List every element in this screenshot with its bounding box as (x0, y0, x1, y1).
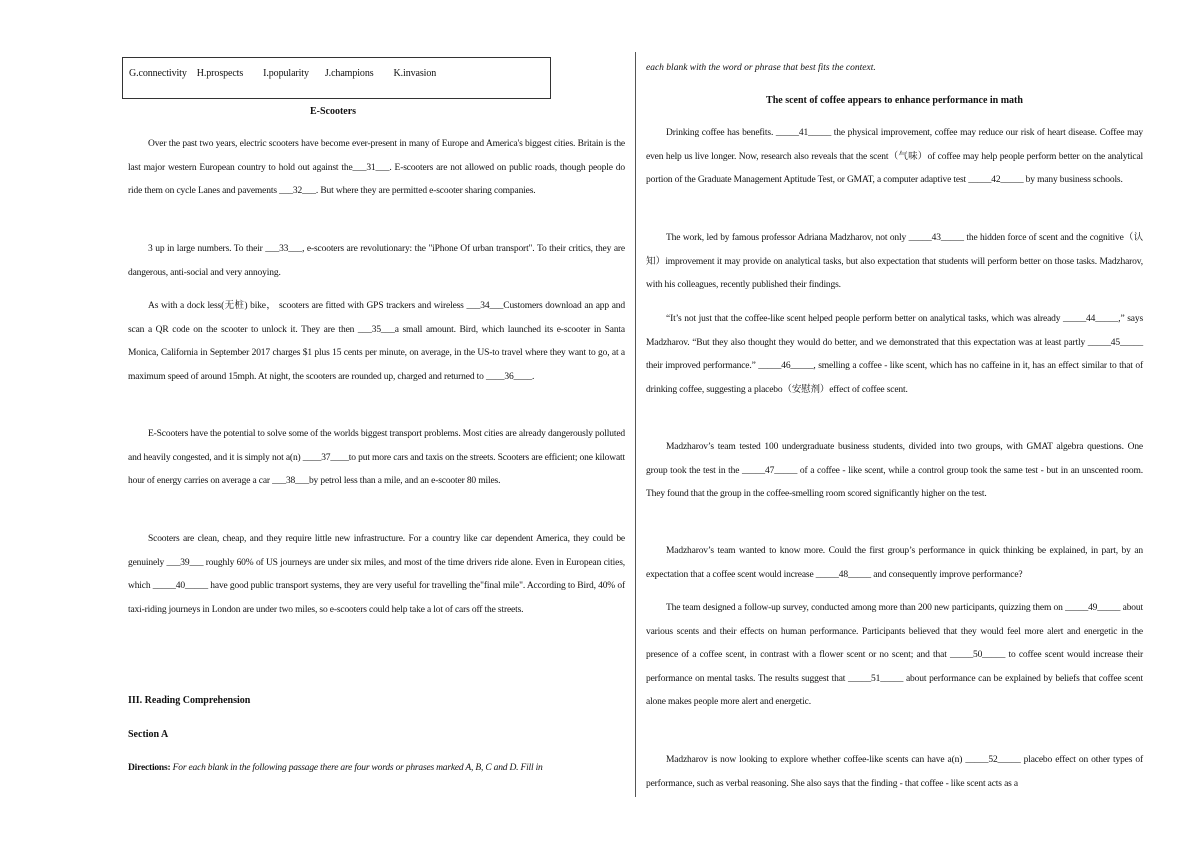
word-option-g: G.connectivity (129, 68, 187, 79)
word-option-h: H.prospects (196, 68, 244, 79)
passage-title-coffee: The scent of coffee appears to enhance performance in math (766, 95, 1023, 106)
directions-text: For each blank in the following passage there are four words or phrases marked A, B, C and D. Fill in (172, 763, 543, 773)
right-paragraph-5: Madzharov’s team wanted to know more. Could the first group’s performance in quick thinking be explained, in part, by an expectation that a coffee scent would increase _____48_____ and consequently improve performance? (646, 546, 1143, 580)
column-divider (635, 52, 636, 797)
word-option-i: I.popularity (263, 68, 309, 79)
right-paragraph-6: The team designed a follow-up survey, conducted among more than 200 new participants, quizzing them on _____49_____ about various scents and their effects on human performance. Participants believed that they would feel more alert and energetic in the presence of a coffee scent, in contrast with a flower scent or no scent; and that _____50_____ to coffee scent would increase their performance on mental tasks. The results suggest that _____51_____ about performance can be explained by beliefs that coffee scent alone makes people more alert and energetic. (646, 603, 1143, 707)
right-paragraph-1: Drinking coffee has benefits. _____41_____ the physical improvement, coffee may reduce our risk of heart disease. Coffee may even help us live longer. Now, research also reveals that the scent（气味）of coffee may help people perform better on the analytical portion of the Graduate Management Aptitude Test, or GMAT, a computer adaptive test _____42_____ by many business schools. (646, 128, 1143, 185)
left-paragraph-3: As with a dock less(无桩) bike， scooters are fitted with GPS trackers and wireless ___34___Customers download an app and scan a QR code on the scooter to unlock it. They are then ___35___a small amount. Bird, which launched its e-scooter in Santa Monica, California in September 2017 charges $1 plus 15 cents per minute, on average, in the US-to travel where they want to go, at a maximum speed of around 15mph. At night, the scooters are rounded up, charged and returned to ____36____. (128, 301, 625, 382)
right-paragraph-3: “It’s not just that the coffee-like scent helped people perform better on analytical tasks, which was already _____44_____,” says Madzharov. “But they also thought they would do better, and we demonstrated that this expectation was at least partly _____45_____ their improved performance.” _____46_____, smelling a coffee - like scent, which has no caffeine in it, has an effect similar to that of drinking coffee, suggesting a placebo（安慰剂）effect of coffee scent. (646, 314, 1143, 395)
section-heading: III. Reading Comprehension (128, 695, 251, 706)
word-option-j: J.champions (324, 68, 374, 79)
right-paragraph-2: The work, led by famous professor Adriana Madzharov, not only _____43_____ the hidden force of scent and the cognitive（认知）improvement it may provide on analytical tasks, but also expectation that students will perform better on those tasks. Madzharov, with his colleagues, recently published their findings. (646, 233, 1143, 290)
right-paragraph-4: Madzharov’s team tested 100 undergraduate business students, divided into two groups, with GMAT algebra questions. One group took the test in the _____47_____ of a coffee - like scent, while a control group took the same test - but in an unscented room. They found that the group in the coffee-smelling room scored significantly higher on the test. (646, 442, 1143, 499)
section-a-heading: Section A (128, 729, 169, 740)
directions-label: Directions: (128, 763, 171, 773)
right-paragraph-7: Madzharov is now looking to explore whether coffee-like scents can have a(n) _____52_____ placebo effect on other types of performance, such as verbal reasoning. She also says that the finding - that coffee - like scent acts as a (646, 755, 1143, 789)
word-option-k: K.invasion (393, 68, 437, 79)
left-paragraph-1: Over the past two years, electric scooters have become ever-present in many of Europe and America's biggest cities. Britain is the last major western European country to hold out against the___31___. E-scooters are not allowed on public roads, though people do ride them on cycle Lanes and pavements ___32___. But where they are permitted e-scooter sharing companies. (128, 139, 625, 196)
directions (128, 763, 543, 773)
directions-continuation: each blank with the word or phrase that best fits the context. (646, 63, 876, 73)
left-paragraph-5: Scooters are clean, cheap, and they require little new infrastructure. For a country like car dependent America, they could be genuinely ___39___ roughly 60% of US journeys are under six miles, and most of the time drivers ride alone. Even in European cities, which _____40_____ have good public transport systems, they are very useful for travelling the"final mile". According to Bird, 40% of taxi-riding journeys in London are under two miles, so e-scooters could help take a lot of cars off the streets. (128, 534, 625, 615)
passage-title-escooters: E-Scooters (309, 106, 357, 117)
word-bank-box (122, 57, 551, 99)
left-paragraph-4: E-Scooters have the potential to solve some of the worlds biggest transport problems. Most cities are already dangerously polluted and heavily congested, and it is simply not a(n) ____37____to put more cars and taxis on the streets. Scooters are efficient; one kilowatt hour of energy carries on average a car ___38___by petrol less than a mile, and an e-scooter 80 miles. (128, 429, 625, 486)
left-paragraph-2: 3 up in large numbers. To their ___33___, e-scooters are revolutionary: the "iPhone Of urban transport". To their critics, they are dangerous, anti-social and very annoying. (128, 244, 625, 278)
word-bank (129, 68, 436, 79)
